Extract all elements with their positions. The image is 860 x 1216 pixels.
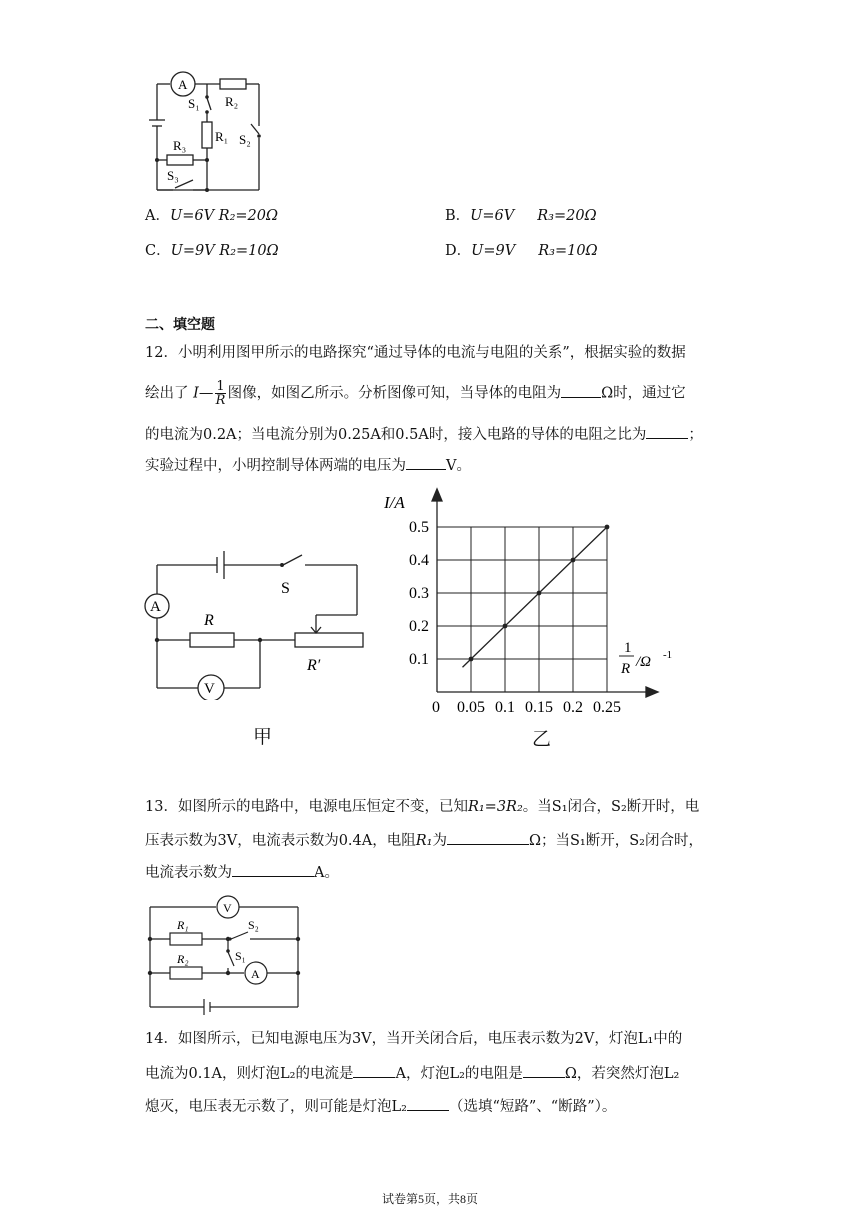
q13-line-2 [145,830,703,851]
text: V。 [446,458,471,474]
jia-switch-label: S [281,580,290,597]
option-letter: B． [445,208,471,224]
q13-voltmeter-label: V [223,901,232,915]
page-footer: 试卷第5页，共8页 [381,1192,478,1206]
jia-ammeter-label: A [150,599,161,615]
y-axis-arrow [432,489,442,501]
q12-line-4 [145,455,471,476]
x-tick-label: 0.1 [495,699,515,716]
chart-ylabel: I/A [384,493,405,512]
chart-xlabel-num: 1 [624,640,632,656]
q13-r1-label: R₁ [177,918,189,932]
q12-line-3 [145,424,703,445]
x-tick-label: 0.25 [593,699,621,716]
q11-s1-label: S₁ [188,96,200,111]
q12-blank-2[interactable] [646,424,688,439]
q14-line-1: 14．如图所示，已知电源电压为3V，当开关闭合后，电压表示数为2V，灯泡L₁中的 [145,1031,683,1047]
text: 图像，如图乙所示。分析图像可知，当导体的电阻为 [227,385,562,402]
data-point [503,624,508,629]
text: A，灯泡L₂的电阻是 [395,1066,523,1082]
q11-r3-label: R₃ [173,138,187,153]
q12-line-1: 12．小明利用图甲所示的电路探究“通过导体的电流与电阻的关系”，根据实验的数据 [145,345,686,361]
text: ； [688,427,703,443]
y-tick-label: 0.4 [409,552,429,569]
symbol-i: I [193,385,199,402]
text: 为 [432,833,447,849]
text: 电流为0.1A，则灯泡L₂的电流是 [145,1066,354,1082]
y-tick-label: 0.3 [409,585,429,602]
q13-circuit-diagram [140,890,315,1015]
formula: R₁=3R₂ [467,799,523,815]
text: A。 [314,865,339,881]
option-text: U=9V R₂=10Ω [170,243,279,259]
text: （选填“短路”、“断路”）。 [448,1099,617,1115]
q13-line-1 [145,797,699,817]
x-tick-label: 0.15 [525,699,553,716]
q11-circuit-diagram [135,68,275,198]
data-point [605,525,610,530]
text: 压表示数为3V，电流表示数为0.4A，电阻 [145,833,416,849]
q11-s3-label: S₃ [167,168,179,183]
option-letter: C． [145,243,171,259]
q11-ammeter-label: A [178,77,188,92]
q11-option-d [445,241,598,261]
chart-xlabel-den: R [621,661,631,677]
q12-blank-3[interactable] [406,455,446,470]
text: 13．如图所示的电路中，电源电压恒定不变，已知 [145,799,468,815]
text: Ω；当S₁断开，S₂闭合时， [528,833,703,849]
q14-line-3 [145,1096,616,1117]
section-title: 二、填空题 [145,317,215,333]
symbol-r1: R₁ [415,833,433,849]
q14-blank-3[interactable] [407,1096,449,1111]
text: 电流表示数为 [145,865,232,881]
option-text: U=6V R₃=20Ω [470,208,597,224]
q12-line-2 [145,380,686,407]
series-line [463,527,608,667]
option-letter: D． [445,243,472,259]
q14-blank-1[interactable] [353,1063,395,1078]
y-tick-label: 0.2 [409,618,429,635]
fig-jia-caption: 甲 [253,726,273,748]
q12-blank-1[interactable] [561,383,601,398]
fig-yi-caption: 乙 [532,728,552,750]
q14-line-2 [145,1063,679,1084]
dash: — [198,385,214,402]
y-tick-label: 0.5 [409,519,429,536]
q13-s1-label: S₁ [235,949,246,963]
q11-option-c [145,241,279,261]
data-point [469,657,474,662]
text: 的电流为0.2A；当电流分别为0.25A和0.5A时，接入电路的导体的电阻之比为 [145,427,647,443]
q12-fig-yi-chart [370,485,680,720]
chart-origin-label: 0 [432,699,440,716]
option-text: U=9V R₃=10Ω [471,243,598,259]
chart-xlabel-unit: /Ω [636,654,652,670]
jia-resistor-label: R [204,612,214,629]
chart-xlabel-exp: -1 [663,649,673,661]
jia-voltmeter-label: V [204,681,215,697]
y-tick-label: 0.1 [409,651,429,668]
q13-s2-label: S₂ [248,918,259,932]
jia-rheostat-label: R′ [307,657,321,674]
x-axis-arrow [646,687,658,697]
q13-blank-1[interactable] [447,830,529,845]
q12-fig-jia-circuit [140,545,370,700]
data-point [537,591,542,596]
q13-line-3 [145,862,339,883]
q11-s2-label: S₂ [239,132,251,147]
fraction-1-over-r [215,380,225,407]
text: 绘出了 [145,385,189,402]
option-letter: A． [145,208,170,224]
q11-option-a [145,206,278,226]
q13-ammeter-label: A [251,967,260,981]
x-tick-label: 0.05 [457,699,485,716]
q11-r1-label: R₁ [215,129,229,144]
text: Ω时，通过它 [601,385,686,402]
frac-num: 1 [216,379,225,394]
q11-r2-label: R₂ [225,94,239,109]
data-point [571,558,576,563]
text: Ω，若突然灯泡L₂ [564,1066,680,1082]
q13-blank-2[interactable] [232,862,314,877]
q13-r2-label: R₂ [177,952,189,966]
text: 。当S₁闭合，S₂断开时，电 [522,799,700,815]
text: 实验过程中，小明控制导体两端的电压为 [145,458,406,474]
option-text: U=6V R₂=20Ω [169,208,279,224]
text: 熄灭，电压表无示数了，则可能是灯泡L₂ [145,1099,407,1115]
x-tick-label: 0.2 [563,699,583,716]
q11-option-b [445,206,597,226]
q14-blank-2[interactable] [523,1063,565,1078]
frac-den: R [215,393,226,408]
